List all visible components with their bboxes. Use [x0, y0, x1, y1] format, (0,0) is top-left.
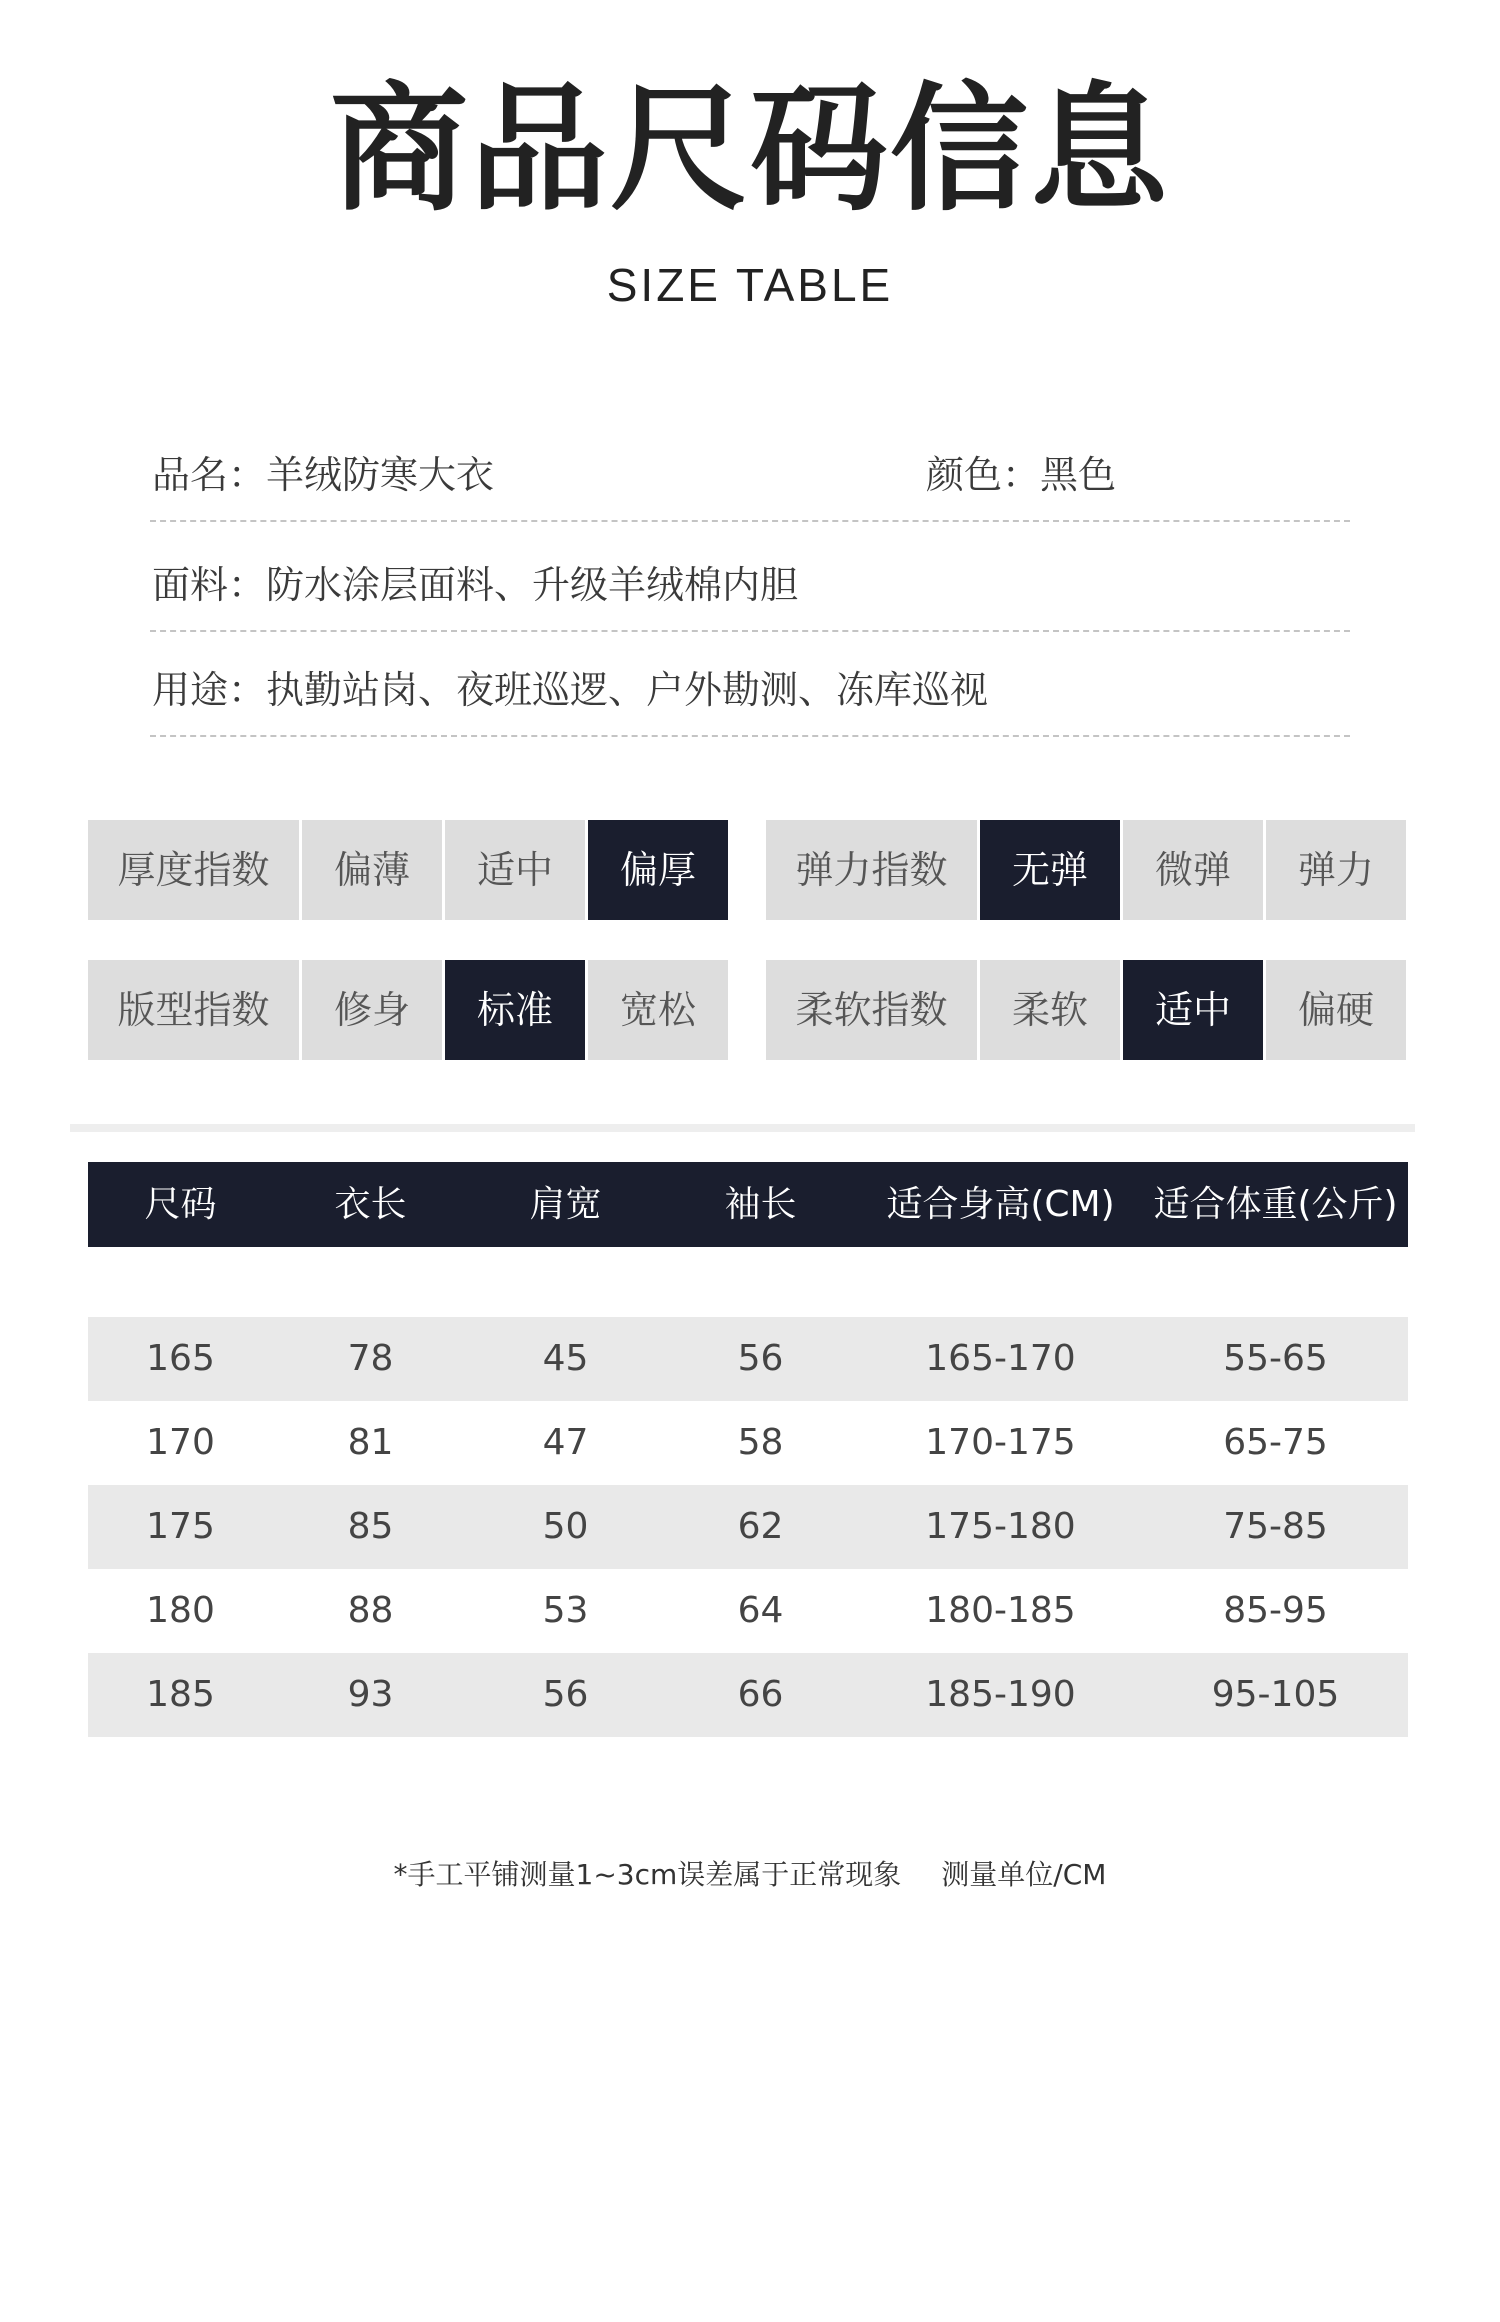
column-header: 肩宽 — [529, 1184, 602, 1225]
table-cell: 170 — [146, 1422, 215, 1463]
footnote — [0, 1855, 1500, 1895]
section-divider — [70, 1124, 1415, 1132]
table-cell: 55-65 — [1223, 1338, 1328, 1379]
table-row — [88, 1317, 1408, 1401]
column-header: 尺码 — [144, 1184, 217, 1225]
index-option: 偏薄 — [302, 820, 442, 920]
index-label: 弹力指数 — [766, 820, 977, 920]
table-cell: 185 — [146, 1674, 215, 1715]
table-row — [88, 1401, 1408, 1485]
table-cell: 64 — [737, 1590, 784, 1631]
table-cell: 175 — [146, 1506, 215, 1547]
table-cell: 85 — [347, 1506, 394, 1547]
table-cell: 56 — [542, 1674, 589, 1715]
index-group-fit — [88, 960, 728, 1060]
table-cell: 180-185 — [925, 1590, 1076, 1631]
table-row — [88, 1485, 1408, 1569]
index-option: 宽松 — [588, 960, 728, 1060]
page-title: 商品尺码信息 — [329, 69, 1170, 230]
table-cell: 165 — [146, 1338, 215, 1379]
measurement-unit: 测量单位/CM — [941, 1858, 1107, 1891]
table-cell: 85-95 — [1223, 1590, 1328, 1631]
index-option: 适中 — [445, 820, 585, 920]
table-cell: 66 — [737, 1674, 784, 1715]
index-option: 修身 — [302, 960, 442, 1060]
table-cell: 75-85 — [1223, 1506, 1328, 1547]
table-cell: 95-105 — [1211, 1674, 1340, 1715]
table-cell: 65-75 — [1223, 1422, 1328, 1463]
table-cell: 58 — [737, 1422, 784, 1463]
table-cell: 45 — [542, 1338, 589, 1379]
info-row-name-color — [150, 420, 1350, 522]
table-cell: 165-170 — [925, 1338, 1076, 1379]
product-color: 颜色：黑色 — [926, 453, 1117, 497]
product-fabric: 面料：防水涂层面料、升级羊绒棉内胆 — [152, 563, 799, 607]
table-cell: 53 — [542, 1590, 589, 1631]
column-header: 袖长 — [724, 1184, 797, 1225]
column-header: 衣长 — [334, 1184, 407, 1225]
index-option: 偏厚 — [588, 820, 728, 920]
table-cell: 88 — [347, 1590, 394, 1631]
index-group-softness — [766, 960, 1406, 1060]
index-option: 微弹 — [1123, 820, 1263, 920]
index-group-elasticity — [766, 820, 1406, 920]
index-group-thickness — [88, 820, 728, 920]
table-cell: 81 — [347, 1422, 394, 1463]
table-cell: 47 — [542, 1422, 589, 1463]
table-cell: 50 — [542, 1506, 589, 1547]
index-option: 无弹 — [980, 820, 1120, 920]
table-cell: 62 — [737, 1506, 784, 1547]
index-option: 偏硬 — [1266, 960, 1406, 1060]
index-option: 弹力 — [1266, 820, 1406, 920]
index-label: 厚度指数 — [88, 820, 299, 920]
column-header: 适合身高(CM) — [886, 1184, 1115, 1225]
index-option: 适中 — [1123, 960, 1263, 1060]
index-option: 标准 — [445, 960, 585, 1060]
table-header-row — [88, 1162, 1408, 1247]
measurement-note: *手工平铺测量1~3cm误差属于正常现象 — [393, 1858, 902, 1891]
table-row — [88, 1653, 1408, 1737]
size-table — [88, 1162, 1408, 1737]
product-usage: 用途：执勤站岗、夜班巡逻、户外勘测、冻库巡视 — [152, 668, 989, 712]
index-label: 版型指数 — [88, 960, 299, 1060]
table-cell: 180 — [146, 1590, 215, 1631]
table-body — [88, 1317, 1408, 1737]
table-cell: 175-180 — [925, 1506, 1076, 1547]
table-cell: 93 — [347, 1674, 394, 1715]
table-cell: 78 — [347, 1338, 394, 1379]
info-row-fabric — [150, 530, 1350, 632]
index-option: 柔软 — [980, 960, 1120, 1060]
table-cell: 170-175 — [925, 1422, 1076, 1463]
info-row-usage — [150, 635, 1350, 737]
index-label: 柔软指数 — [766, 960, 977, 1060]
product-name: 品名：羊绒防寒大衣 — [152, 453, 495, 497]
page-subtitle: SIZE TABLE — [606, 259, 894, 311]
table-row — [88, 1569, 1408, 1653]
column-header: 适合体重(公斤) — [1153, 1184, 1398, 1225]
table-cell: 185-190 — [925, 1674, 1076, 1715]
table-cell: 56 — [737, 1338, 784, 1379]
